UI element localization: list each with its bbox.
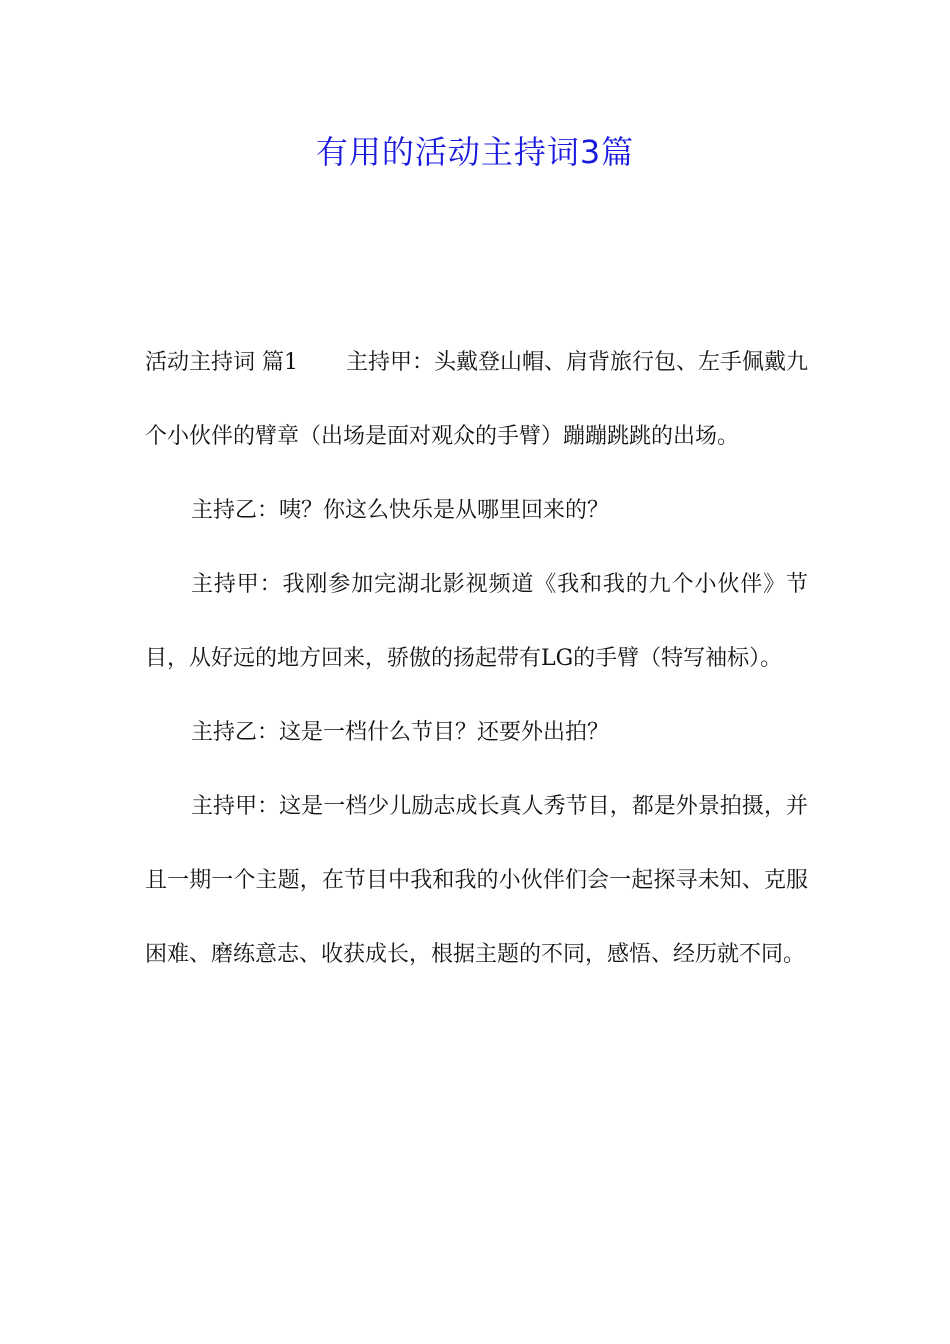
document-title: 有用的活动主持词3篇	[315, 133, 635, 171]
paragraph-text: 主持甲：头戴登山帽、肩背旅行包、左手佩戴九个小伙伴的臂章（出场是面对观众的手臂）蹦蹦跳跳的出场。	[145, 350, 809, 449]
document-body	[145, 326, 808, 992]
paragraph-4: 主持乙：这是一档什么节目？还要外出拍？	[191, 720, 610, 745]
paragraph-1	[145, 326, 808, 474]
paragraph-2: 主持乙：咦？你这么快乐是从哪里回来的？	[191, 498, 610, 523]
paragraph-5: 主持甲：这是一档少儿励志成长真人秀节目，都是外景拍摄，并且一期一个主题，在节目中我和我的小伙伴们会一起探寻未知、克服困难、磨练意志、收获成长，根据主题的不同，感悟、经历就不同。	[145, 794, 808, 967]
paragraph-3: 主持甲：我刚参加完湖北影视频道《我和我的九个小伙伴》节目，从好远的地方回来，骄傲的扬起带有LG的手臂（特写袖标）。	[145, 572, 808, 671]
section-heading: 活动主持词 篇1	[145, 350, 298, 375]
